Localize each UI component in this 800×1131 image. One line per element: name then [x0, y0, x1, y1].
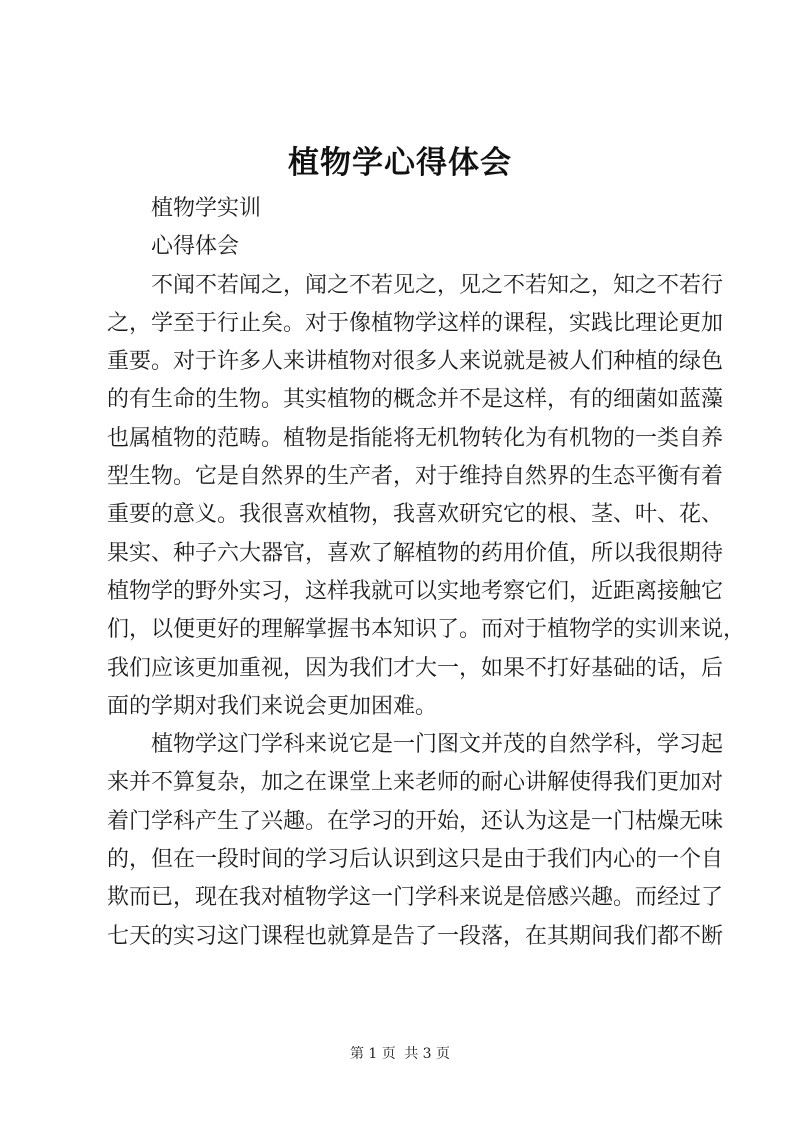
document-title: 植物学心得体会	[288, 145, 512, 181]
paragraph-line: 来并不算复杂，加之在课堂上来老师的耐心讲解使得我们更加对	[107, 770, 724, 796]
paragraph-line: 七天的实习这门课程也就算是告了一段落，在其期间我们都不断	[107, 923, 724, 949]
paragraph-line: 之，学至于行止矣。对于像植物学这样的课程，实践比理论更加	[107, 310, 724, 336]
subtitle-line: 心得体会	[151, 234, 240, 260]
paragraph-line: 也属植物的范畴。植物是指能将无机物转化为有机物的一类自养	[107, 425, 724, 451]
paragraph-line: 型生物。它是自然界的生产者，对于维持自然界的生态平衡有着	[107, 464, 724, 490]
page-footer	[0, 1044, 800, 1064]
paragraph-line: 面的学期对我们来说会更加困难。	[107, 693, 438, 719]
paragraph-line: 着门学科产生了兴趣。在学习的开始，还认为这是一门枯燥无味	[107, 808, 724, 834]
paragraph-line: 重要。对于许多人来讲植物对很多人来说就是被人们种植的绿色	[107, 349, 724, 375]
paragraph-line: 的有生命的生物。其实植物的概念并不是这样，有的细菌如蓝藻	[107, 387, 724, 413]
paragraph-line: 欺而已，现在我对植物学这一门学科来说是倍感兴趣。而经过了	[107, 885, 724, 911]
subtitle-line: 植物学实训	[151, 196, 262, 221]
paragraph-line: 重要的意义。我很喜欢植物，我喜欢研究它的根、茎、叶、花、	[107, 502, 724, 528]
page-number: 第 1 页	[349, 1046, 396, 1062]
paragraph-line: 我们应该更加重视，因为我们才大一，如果不打好基础的话，后	[107, 655, 724, 681]
paragraph-line: 的，但在一段时间的学习后认识到这只是由于我们内心的一个自	[107, 847, 724, 873]
paragraph-line: 果实、种子六大器官，喜欢了解植物的药用价值，所以我很期待	[107, 540, 724, 566]
paragraph-line: 们，以便更好的理解掌握书本知识了。而对于植物学的实训来说，	[107, 617, 746, 643]
paragraph-line: 植物学这门学科来说它是一门图文并茂的自然学科，学习起	[151, 732, 724, 758]
page-total: 共 3 页	[404, 1046, 451, 1062]
paragraph-line: 不闻不若闻之，闻之不若见之，见之不若知之，知之不若行	[151, 272, 724, 298]
paragraph-line: 植物学的野外实习，这样我就可以实地考察它们，近距离接触它	[107, 578, 724, 604]
document-body	[107, 190, 746, 956]
